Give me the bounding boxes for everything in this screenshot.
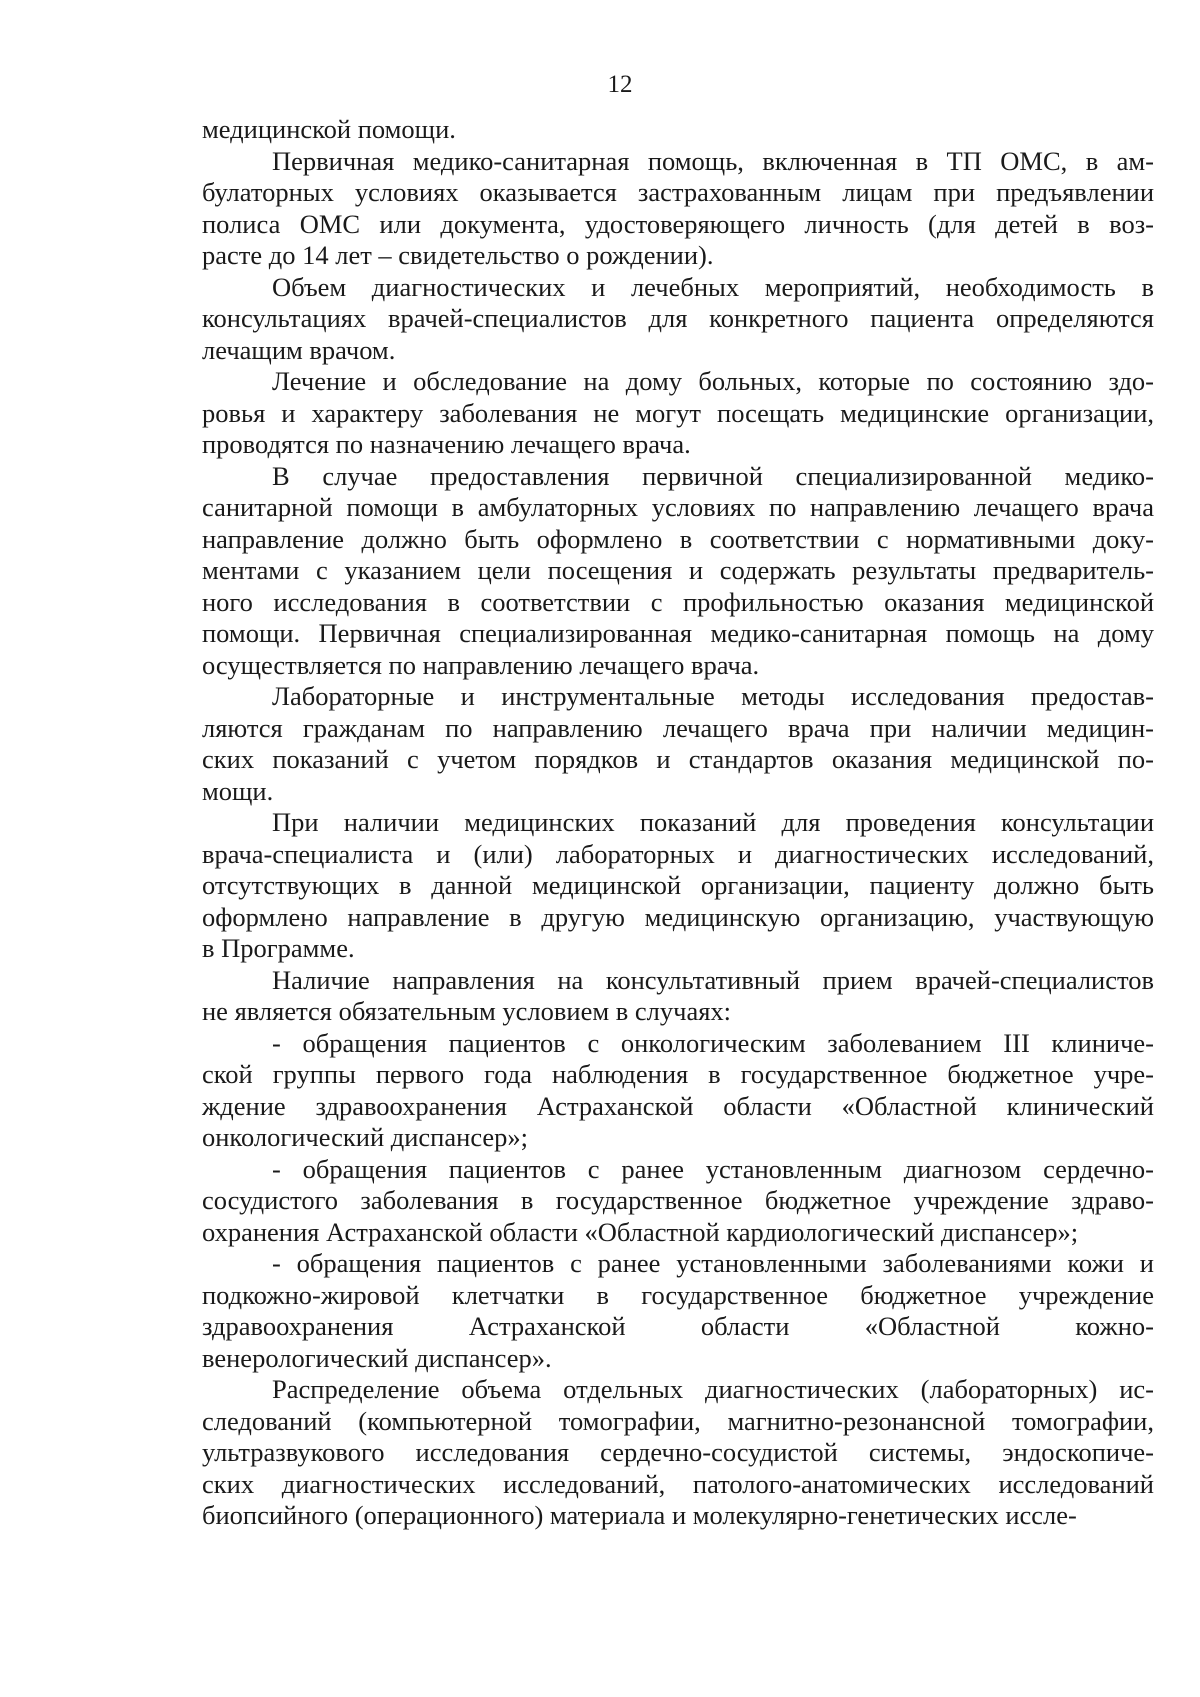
text-line: сосудистого заболевания в государственное бюджетное учреждение здраво-	[202, 1185, 1154, 1215]
text-line: охранения Астраханской области «Областной кардиологический диспансер»;	[202, 1216, 1079, 1247]
text-line: подкожно-жировой клетчатки в государственное бюджетное учреждение	[202, 1279, 1154, 1310]
text-line: ровья и характеру заболевания не могут посещать медицинские организации,	[202, 397, 1154, 428]
paragraph	[202, 1374, 1154, 1532]
text-line: ультразвукового исследования сердечно-сосудистой системы, эндоскопиче-	[202, 1437, 1154, 1467]
paragraph	[202, 114, 1154, 146]
text-line: ментами с указанием цели посещения и содержать результаты предваритель-	[202, 555, 1154, 585]
paragraph	[202, 1248, 1154, 1374]
text-line: осуществляется по направлению лечащего врача.	[202, 649, 760, 680]
text-line: ного исследования в соответствии с профильностью оказания медицинской	[202, 586, 1154, 617]
text-line: Лабораторные и инструментальные методы исследования предостав-	[272, 681, 1154, 711]
page-number: 12	[607, 71, 633, 98]
text-line: расте до 14 лет – свидетельство о рождении).	[202, 240, 714, 270]
text-line: не является обязательным условием в случаях:	[202, 996, 732, 1026]
text-line: здравоохранения Астраханской области «Областной кожно-	[202, 1311, 1154, 1341]
text-line: следований (компьютерной томографии, магнитно-резонансной томографии,	[202, 1405, 1154, 1436]
text-line: консультациях врачей-специалистов для конкретного пациента определяются	[202, 303, 1154, 333]
text-line: онкологический диспансер»;	[202, 1122, 529, 1152]
text-line: При наличии медицинских показаний для проведения консультации	[272, 807, 1154, 837]
paragraph	[202, 1028, 1154, 1154]
text-line: санитарной помощи в амбулаторных условиях по направлению лечащего врача	[202, 492, 1154, 522]
text-line: ской группы первого года наблюдения в государственное бюджетное учре-	[202, 1059, 1154, 1089]
text-line: - обращения пациентов с ранее установленными заболеваниями кожи и	[272, 1248, 1154, 1278]
text-line: булаторных условиях оказывается застрахованным лицам при предъявлении	[202, 177, 1154, 207]
text-line: ждение здравоохранения Астраханской области «Областной клинический	[202, 1090, 1154, 1121]
text-line: лечащим врачом.	[202, 334, 396, 365]
text-line: отсутствующих в данной медицинской организации, пациенту должно быть	[202, 870, 1154, 900]
text-line: В случае предоставления первичной специализированной медико-	[272, 460, 1154, 491]
text-line: полиса ОМС или документа, удостоверяющего личность (для детей в воз-	[202, 208, 1154, 239]
paragraph	[202, 366, 1154, 461]
text-line: Наличие направления на консультативный прием врачей-специалистов	[272, 964, 1154, 995]
text-line: врача-специалиста и (или) лабораторных и диагностических исследований,	[202, 838, 1154, 869]
text-line: ляются гражданам по направлению лечащего врача при наличии медицин-	[202, 712, 1154, 743]
text-line: оформлено направление в другую медицинскую организацию, участвующую	[202, 901, 1154, 932]
text-line: помощи. Первичная специализированная медико-санитарная помощь на дому	[202, 618, 1154, 648]
paragraph	[202, 272, 1154, 367]
text-line: Распределение объема отдельных диагностических (лабораторных) ис-	[272, 1374, 1154, 1404]
text-line: в Программе.	[202, 933, 355, 963]
text-line: Лечение и обследование на дому больных, которые по состоянию здо-	[272, 366, 1154, 396]
text-line: медицинской помощи.	[202, 114, 456, 144]
text-line: мощи.	[202, 775, 274, 806]
text-line: Первичная медико-санитарная помощь, включенная в ТП ОМС, в ам-	[272, 145, 1154, 176]
text-line: проводятся по назначению лечащего врача.	[202, 429, 691, 459]
paragraph	[202, 965, 1154, 1028]
text-line: Объем диагностических и лечебных мероприятий, необходимость в	[272, 271, 1154, 302]
paragraph	[202, 146, 1154, 272]
text-line: венерологический диспансер».	[202, 1342, 552, 1373]
text-line: направление должно быть оформлено в соответствии с нормативными доку-	[202, 523, 1154, 554]
paragraph	[202, 1154, 1154, 1249]
text-line: биопсийного (операционного) материала и молекулярно-генетических иссле-	[202, 1500, 1077, 1530]
paragraph	[202, 681, 1154, 807]
paragraph	[202, 807, 1154, 965]
text-line: ских показаний с учетом порядков и стандартов оказания медицинской по-	[202, 744, 1154, 774]
text-line: ских диагностических исследований, патолого-анатомических исследований	[202, 1468, 1154, 1499]
text-line: - обращения пациентов с ранее установленным диагнозом сердечно-	[272, 1153, 1154, 1184]
paragraph	[202, 461, 1154, 682]
text-line: - обращения пациентов с онкологическим заболеванием III клиниче-	[272, 1027, 1154, 1058]
document-body	[202, 114, 1154, 1532]
